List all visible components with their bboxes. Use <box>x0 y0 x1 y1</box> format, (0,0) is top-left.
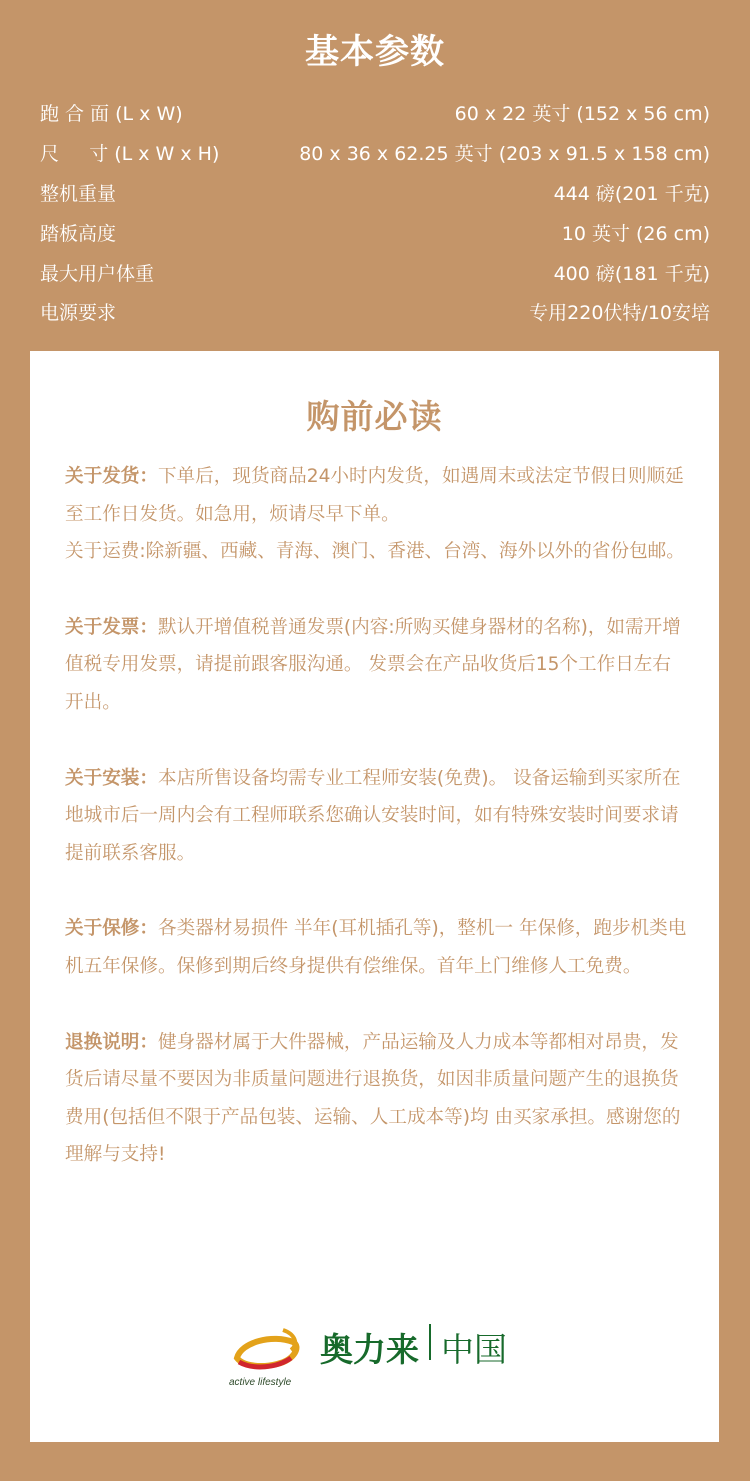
spec-row <box>40 133 710 173</box>
spec-table <box>40 93 710 332</box>
invoice-label: 关于发票： <box>65 616 158 638</box>
logo-region: 中国 <box>441 1330 507 1369</box>
warranty-label: 关于保修： <box>65 918 158 940</box>
invoice-paragraph <box>65 609 689 722</box>
logo-tagline: active lifestyle <box>229 1377 292 1388</box>
install-text: 本店所售设备均需专业工程师安装(免费)。 设备运输到买家所在地城市后一周内会有工程师联系您确认安装时间，如有特殊安装时间要求请提前联系客服。 <box>65 767 681 864</box>
returns-text: 健身器材属于大件器械，产品运输及人力成本等都相对昂贵，发货后请尽量不要因为非质量问题进行退换货，如因非质量问题产生的退换货费用(包括但不限于产品包装、运输、人工成本等)均 由买家承担。感谢您的理解与支持! <box>65 1031 681 1166</box>
notice-title: 购前必读 <box>306 397 443 436</box>
spec-value: 专用220伏特/10安培 <box>529 302 710 325</box>
spec-label: 尺 寸 (L x W x H) <box>40 143 220 166</box>
install-section <box>65 760 689 873</box>
spec-value: 80 x 36 x 62.25 英寸 (203 x 91.5 x 158 cm) <box>299 143 710 166</box>
spec-label: 最大用户体重 <box>40 262 155 285</box>
warranty-text: 各类器材易损件 半年(耳机插孔等)，整机一 年保修，跑步机类电机五年保修。保修到期后终身提供有偿维保。首年上门维修人工免费。 <box>65 918 687 977</box>
notice-list <box>65 458 689 1212</box>
spec-label: 整机重量 <box>40 182 117 205</box>
spec-row <box>40 173 710 213</box>
spec-value: 60 x 22 英寸 (152 x 56 cm) <box>454 103 710 126</box>
freight-text: 关于运费:除新疆、西藏、青海、澳门、香港、台湾、海外以外的省份包邮。 <box>65 541 685 563</box>
spec-row <box>40 292 710 332</box>
warranty-section <box>65 910 689 985</box>
logo-brand: 奥力来 <box>320 1330 419 1369</box>
invoice-section <box>65 609 689 722</box>
warranty-paragraph <box>65 910 689 985</box>
spec-label: 跑 合 面 (L x W) <box>40 103 183 126</box>
spec-row <box>40 252 710 292</box>
install-label: 关于安装： <box>65 767 158 789</box>
shipping-label: 关于发货： <box>65 466 158 487</box>
brand-logo <box>229 1320 519 1392</box>
page-title: 基本参数 <box>305 32 445 72</box>
install-paragraph <box>65 760 689 873</box>
spec-row <box>40 212 710 252</box>
shipping-text: 下单后，现货商品24小时内发货，如遇周末或法定节假日则顺延至工作日发货。如急用，烦请尽早下单。 <box>65 466 684 525</box>
notice-card <box>30 351 719 1442</box>
spec-label: 踏板高度 <box>40 222 117 245</box>
spec-value: 444 磅(201 千克) <box>553 182 710 205</box>
spec-row <box>40 93 710 133</box>
shipping-section <box>65 458 689 571</box>
spec-value: 10 英寸 (26 cm) <box>561 222 710 245</box>
spec-label: 电源要求 <box>40 302 117 325</box>
logo-divider <box>429 1324 431 1360</box>
returns-section <box>65 1024 689 1174</box>
spec-value: 400 磅(181 千克) <box>553 262 710 285</box>
invoice-text: 默认开增值税普通发票(内容:所购买健身器材的名称)，如需开增值税专用发票，请提前跟客服沟通。 发票会在产品收货后15个工作日左右开出。 <box>65 616 681 713</box>
returns-label: 退换说明： <box>65 1031 158 1053</box>
returns-paragraph <box>65 1024 689 1174</box>
shipping-paragraph <box>65 458 689 533</box>
